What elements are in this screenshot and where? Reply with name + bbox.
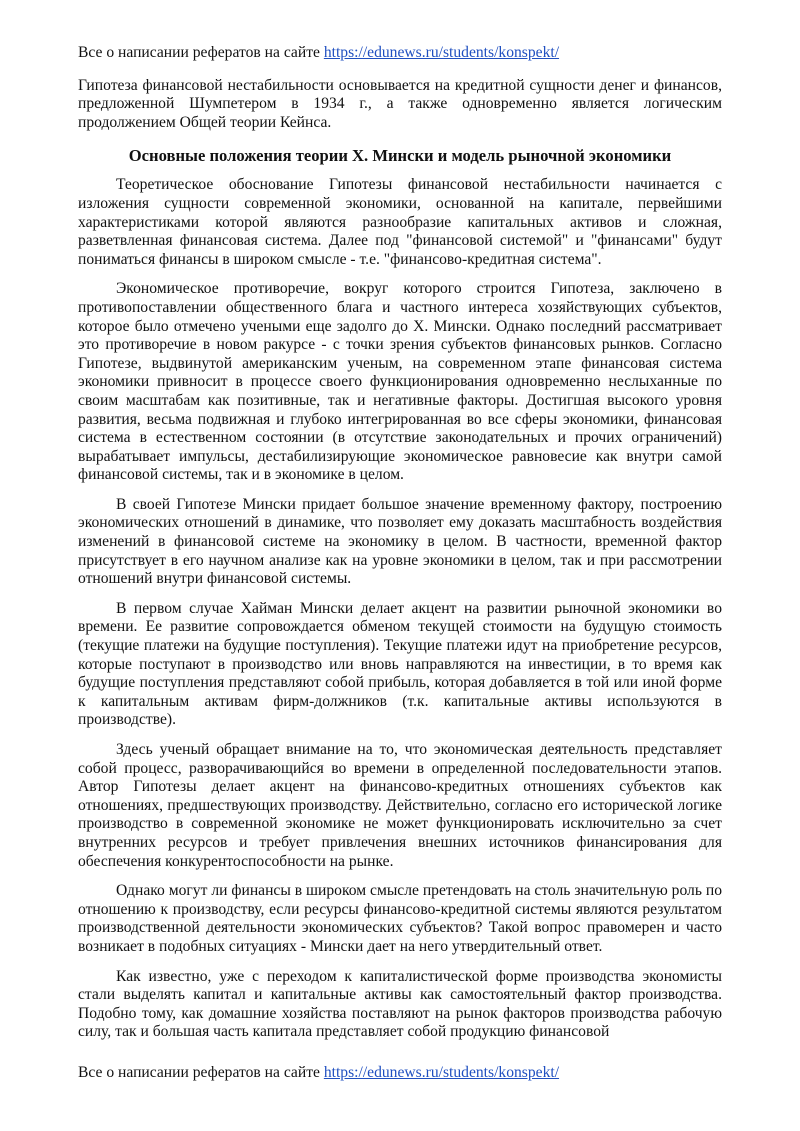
page-footer [78, 1064, 559, 1083]
body-paragraph: Теоретическое обоснование Гипотезы финансовой нестабильности начинается с изложения сущности современной экономики, основанной на капитале, первейшими характеристиками которой являются разнообразие капитальных активов и сложная, разветвленная финансовая система. Далее под "финансовой системой" и "финансами" будут пониматься финансы в широком смысле - т.е. "финансово-кредитная система". [78, 176, 722, 268]
header-link[interactable]: https://edunews.ru/students/konspekt/ [323, 44, 560, 61]
body-paragraph: Экономическое противоречие, вокруг которого строится Гипотеза, заключено в противопоставлении общественного блага и частного интереса хозяйствующих субъектов, которое было отмечено учеными еще задолго до Х. Мински. Однако последний рассматривает это противоречие в новом ракурсе - с точки зрения субъектов финансовых рынков. Согласно Гипотезе, выдвинутой американским ученым, на современном этапе финансовая система экономики привносит в процессе своего функционирования одновременно неслыханные по своим масштабам как позитивные, так и негативные факторы. Достигшая высокого уровня развития, весьма подвижная и глубоко интегрированная во все сферы экономики, финансовая система в естественном состоянии (в отсутствие законодательных и прочих ограничений) вырабатывает импульсы, дестабилизирующие экономическое равновесие как внутри самой финансовой системы, так и в экономике в целом. [78, 280, 722, 484]
body-paragraph: Здесь ученый обращает внимание на то, что экономическая деятельность представляет собой процесс, разворачивающийся во времени в определенной последовательности этапов. Автор Гипотезы делает акцент на финансово-кредитных отношениях субъектов как отношениях, предшествующих производству. Действительно, согласно его исторической логике производство в современной экономике не может функционировать исключительно за счет внутренних ресурсов и требует привлечения внешних источников финансирования для обеспечения конкурентоспособности на рынке. [78, 741, 722, 870]
footer-text: Все о написании рефератов на сайте [78, 1064, 324, 1081]
body-paragraph: Однако могут ли финансы в широком смысле претендовать на столь значительную роль по отношению к производству, если ресурсы финансово-кредитной системы являются результатом производственной деятельности экономических субъектов? Такой вопрос правомерен и часто возникает в подобных ситуациях - Мински дает на него утвердительный ответ. [78, 882, 722, 955]
body-paragraph: В своей Гипотезе Мински придает большое значение временному фактору, построению экономических отношений в динамике, что позволяет ему доказать масштабность воздействия изменений в финансовой системе на экономику в целом. В частности, временной фактор присутствует в его научном анализе как на уровне экономики в целом, так и при рассмотрении отношений внутри финансовой системы. [78, 495, 722, 588]
intro-paragraph: Гипотеза финансовой нестабильности основывается на кредитной сущности денег и финансов, предложенной Шумпетером в 1934 г., а также одновременно является логическим продолжением Общей теории Кейнса. [78, 76, 722, 131]
body-paragraph: Как известно, уже с переходом к капиталистической форме производства экономисты стали выделять капитал и капитальные активы как самостоятельный фактор производства. Подобно тому, как домашние хозяйства поставляют на рынок факторов производства рабочую силу, так и большая часть капитала представляет собой продукцию финансовой [78, 967, 722, 1041]
section-heading: Основные положения теории Х. Мински и модель рыночной экономики [128, 146, 672, 166]
page-header [78, 44, 722, 63]
footer-link[interactable]: https://edunews.ru/students/konspekt/ [323, 1064, 560, 1081]
body-paragraph: В первом случае Хайман Мински делает акцент на развитии рыночной экономики во времени. Ее развитие сопровождается обменом текущей стоимости на будущую стоимость (текущие платежи на будущие поступления). Текущие платежи идут на приобретение ресурсов, которые поступают в производство или вновь направляются на инвестиции, в то время как будущие поступления представляют собой прибыль, которая добавляется в той или иной форме к капитальным активам фирм-должников (т.к. капитальные активы используются в производстве). [78, 599, 722, 729]
header-text: Все о написании рефератов на сайте [78, 44, 324, 61]
